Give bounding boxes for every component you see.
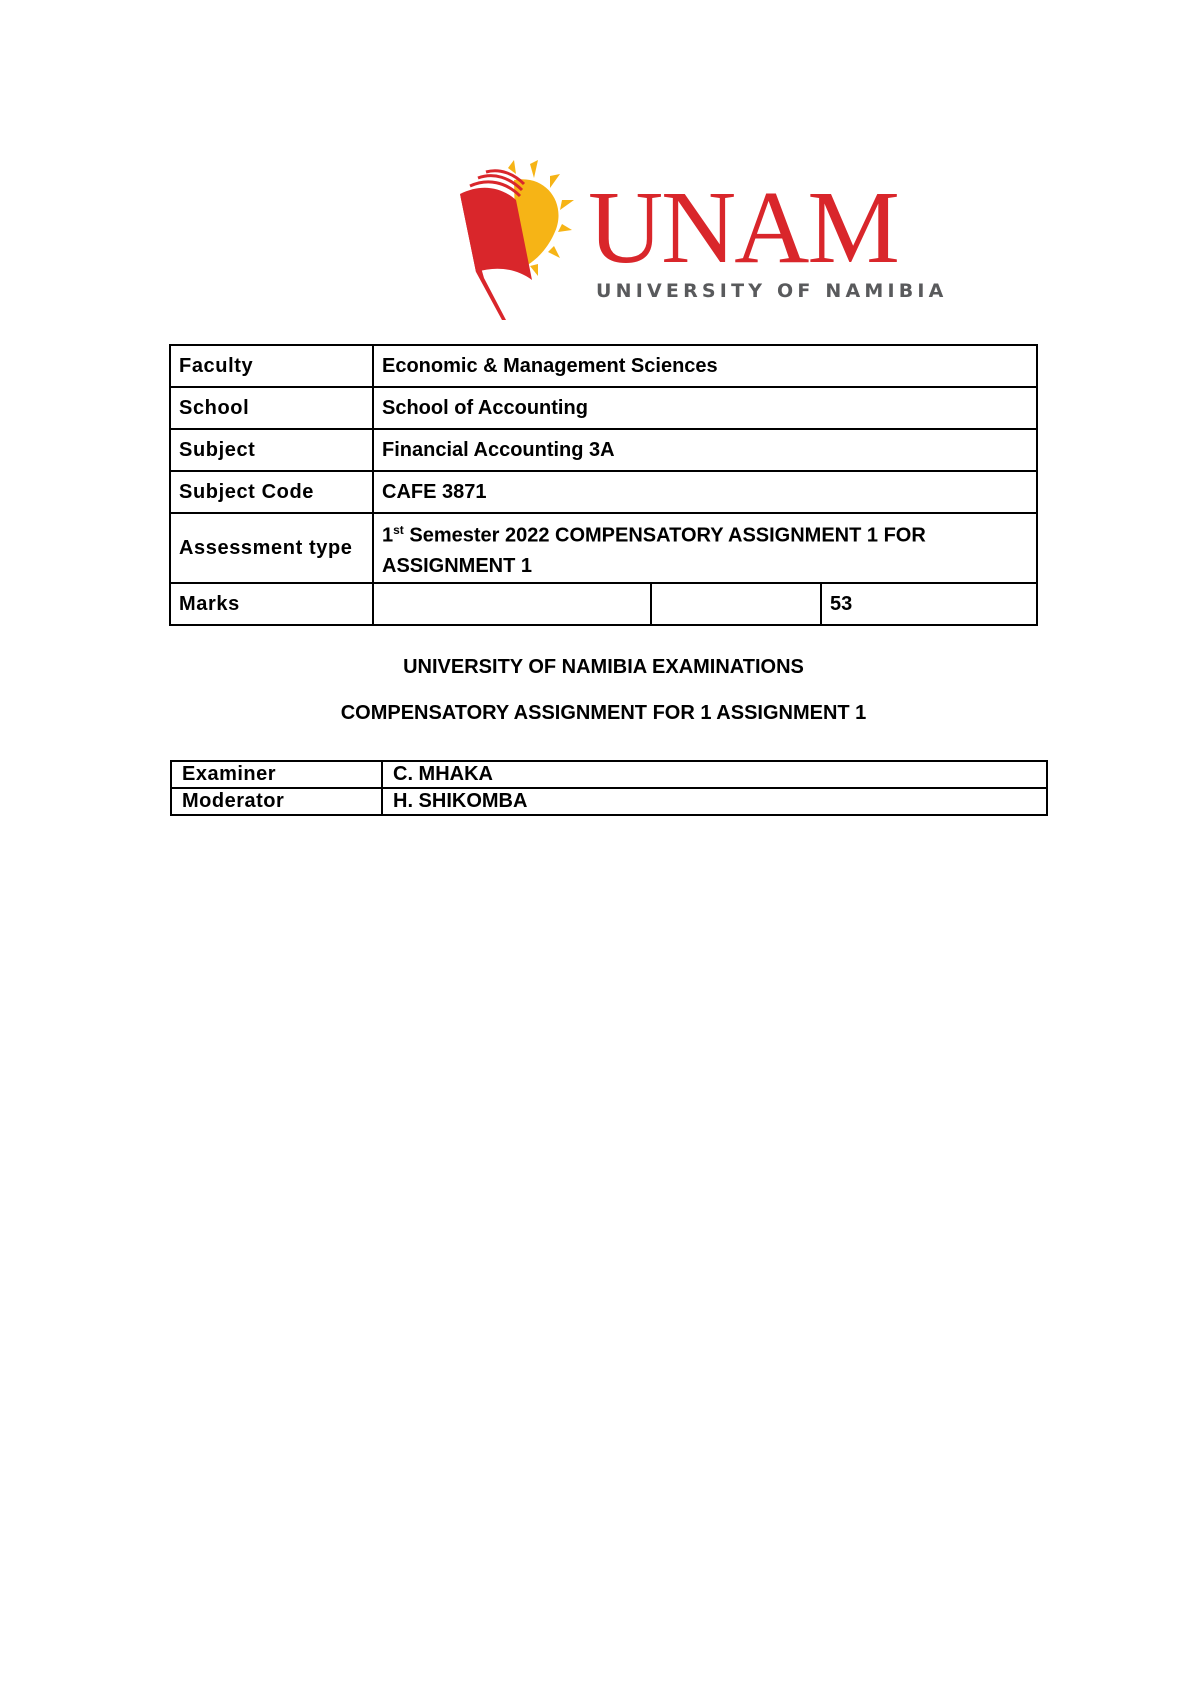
faculty-label: Faculty: [170, 345, 373, 387]
school-label: School: [170, 387, 373, 429]
table-row: [170, 387, 1037, 429]
exam-title: UNIVERSITY OF NAMIBIA EXAMINATIONS: [403, 656, 804, 678]
subject-code-value: CAFE 3871: [373, 471, 1037, 513]
logo-wordmark: UNAM: [588, 170, 898, 285]
examiner-value: C. MHAKA: [382, 761, 1047, 788]
examiner-label: Examiner: [171, 761, 382, 788]
assessment-type-label: Assessment type: [170, 513, 373, 583]
marks-empty-cell: [651, 583, 821, 625]
subject-label: Subject: [170, 429, 373, 471]
moderator-value: H. SHIKOMBA: [382, 788, 1047, 815]
subject-value: Financial Accounting 3A: [373, 429, 1037, 471]
subject-code-label: Subject Code: [170, 471, 373, 513]
table-row: [170, 513, 1037, 583]
assessment-description: Semester 2022 COMPENSATORY ASSIGNMENT 1 FOR ASSIGNMENT 1: [382, 524, 926, 577]
assignment-title: COMPENSATORY ASSIGNMENT FOR 1 ASSIGNMENT 1: [340, 702, 867, 724]
table-row: [170, 471, 1037, 513]
book-sun-emblem-icon: [456, 160, 586, 325]
faculty-value: Economic & Management Sciences: [373, 345, 1037, 387]
table-row: [170, 429, 1037, 471]
staff-table: [170, 760, 1048, 816]
marks-empty-cell: [373, 583, 651, 625]
table-row: [171, 788, 1047, 815]
course-info-table: [169, 344, 1038, 626]
logo-subtitle: UNIVERSITY OF NAMIBIA: [596, 280, 948, 302]
assessment-ordinal: st: [393, 523, 404, 538]
assessment-number: 1: [382, 524, 394, 547]
unam-logo: [456, 160, 948, 325]
table-row: [171, 761, 1047, 788]
moderator-label: Moderator: [171, 788, 382, 815]
table-row: [170, 583, 1037, 625]
table-row: [170, 345, 1037, 387]
school-value: School of Accounting: [373, 387, 1037, 429]
marks-value: 53: [821, 583, 1037, 625]
marks-label: Marks: [170, 583, 373, 625]
assessment-type-value: [373, 513, 1037, 583]
